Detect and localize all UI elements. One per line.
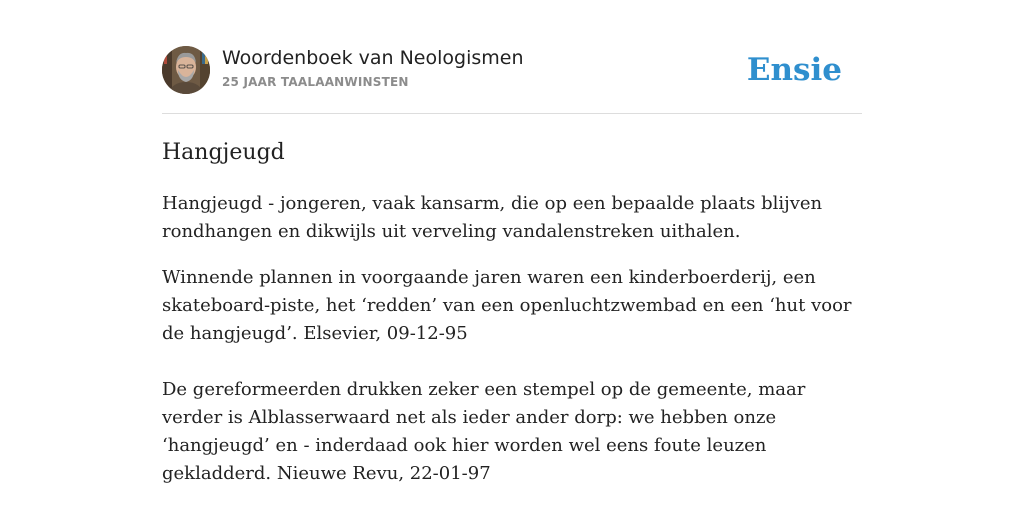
header-divider <box>162 113 862 114</box>
brand-logo[interactable]: Ensie <box>746 52 842 88</box>
entry-content <box>162 190 862 506</box>
site-subtitle: 25 JAAR TAALAANWINSTEN <box>222 75 409 89</box>
site-title[interactable]: Woordenboek van Neologismen <box>222 47 524 69</box>
header <box>162 46 862 96</box>
entry-definition: Hangjeugd - jongeren, vaak kansarm, die op een bepaalde plaats blijven rondhangen en dikwijls uit verveling vandalenstreken uithalen. <box>162 193 823 242</box>
entry-quote: Winnende plannen in voorgaande jaren waren een kinderboerderij, een skateboard-piste, het ‘redden’ van een openluchtzwembad en een ‘hut voor de hangjeugd’. Elsevier, 09-12-95 <box>162 267 852 344</box>
entry-quote: De gereformeerden drukken zeker een stempel op de gemeente, maar verder is Alblasserwaard net als ieder ander dorp: we hebben onze ‘hangjeugd’ en - inderdaad ook hier worden wel eens foute leuzen gekladderd. Nieuwe Revu, 22-01-97 <box>162 379 806 484</box>
entry-title: Hangjeugd <box>162 140 285 165</box>
author-avatar[interactable] <box>162 46 210 94</box>
